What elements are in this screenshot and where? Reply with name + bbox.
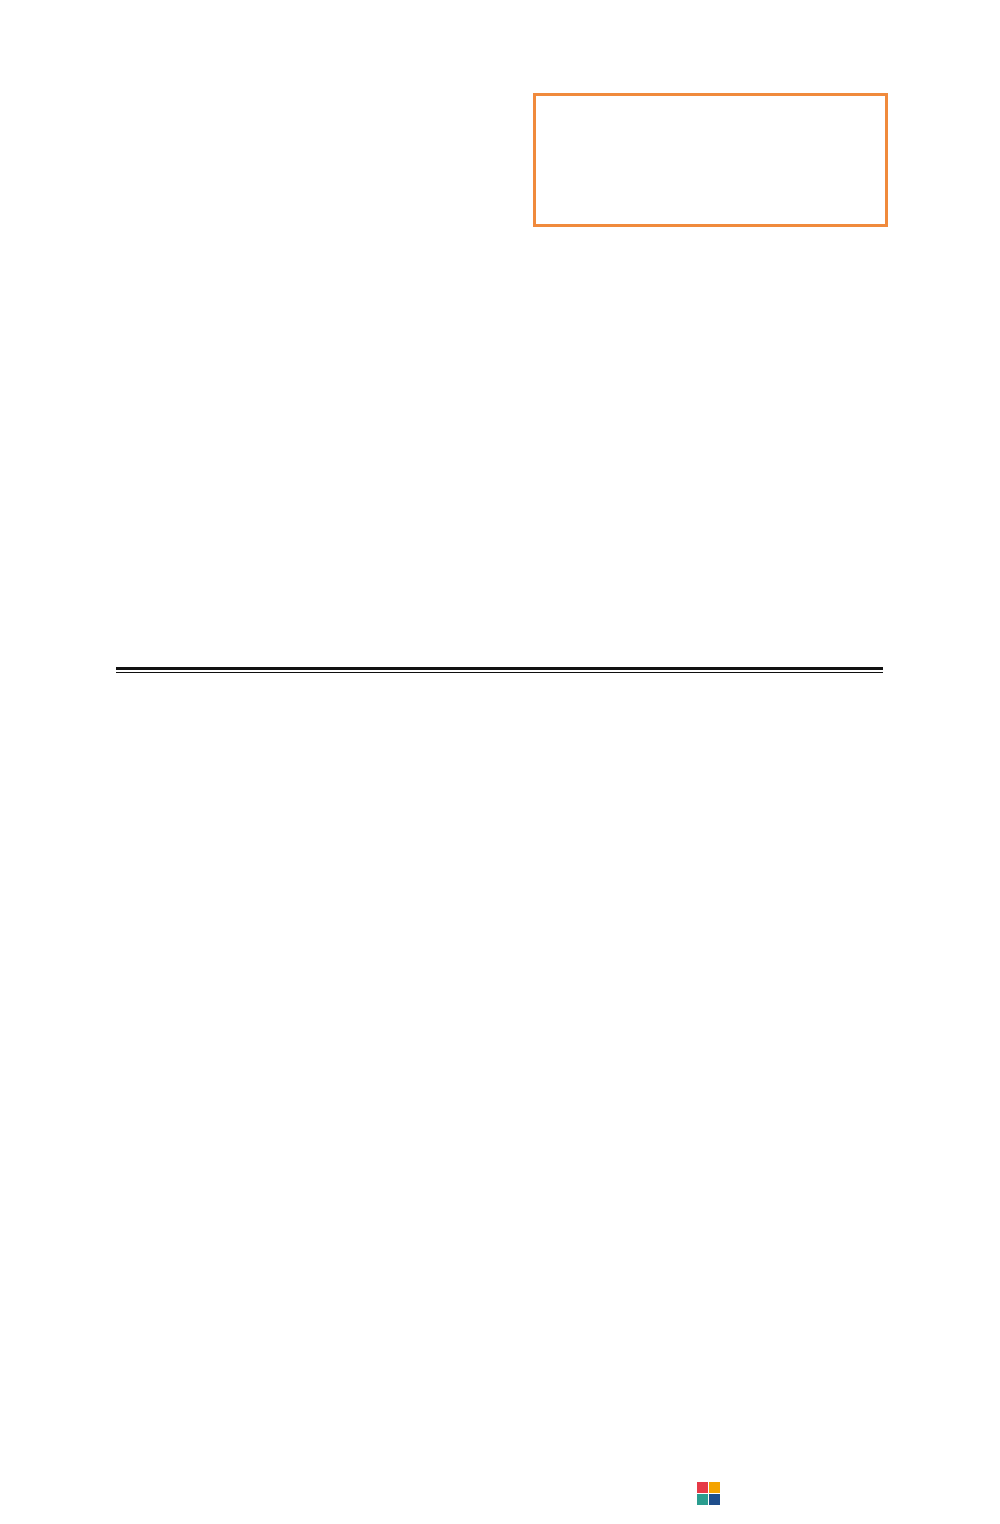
mark-letter <box>709 1482 720 1493</box>
identity-box <box>533 93 888 227</box>
liveworksheets-mark-icon <box>697 1482 720 1505</box>
mark-letter <box>709 1494 720 1505</box>
class-row[interactable] <box>549 147 625 165</box>
name-row[interactable] <box>549 106 625 124</box>
divider-thin <box>116 672 883 673</box>
liveworksheets-logo <box>697 1482 724 1505</box>
number-row[interactable] <box>549 188 625 206</box>
divider-thick <box>116 667 883 670</box>
mark-letter <box>697 1482 708 1493</box>
mark-letter <box>697 1494 708 1505</box>
